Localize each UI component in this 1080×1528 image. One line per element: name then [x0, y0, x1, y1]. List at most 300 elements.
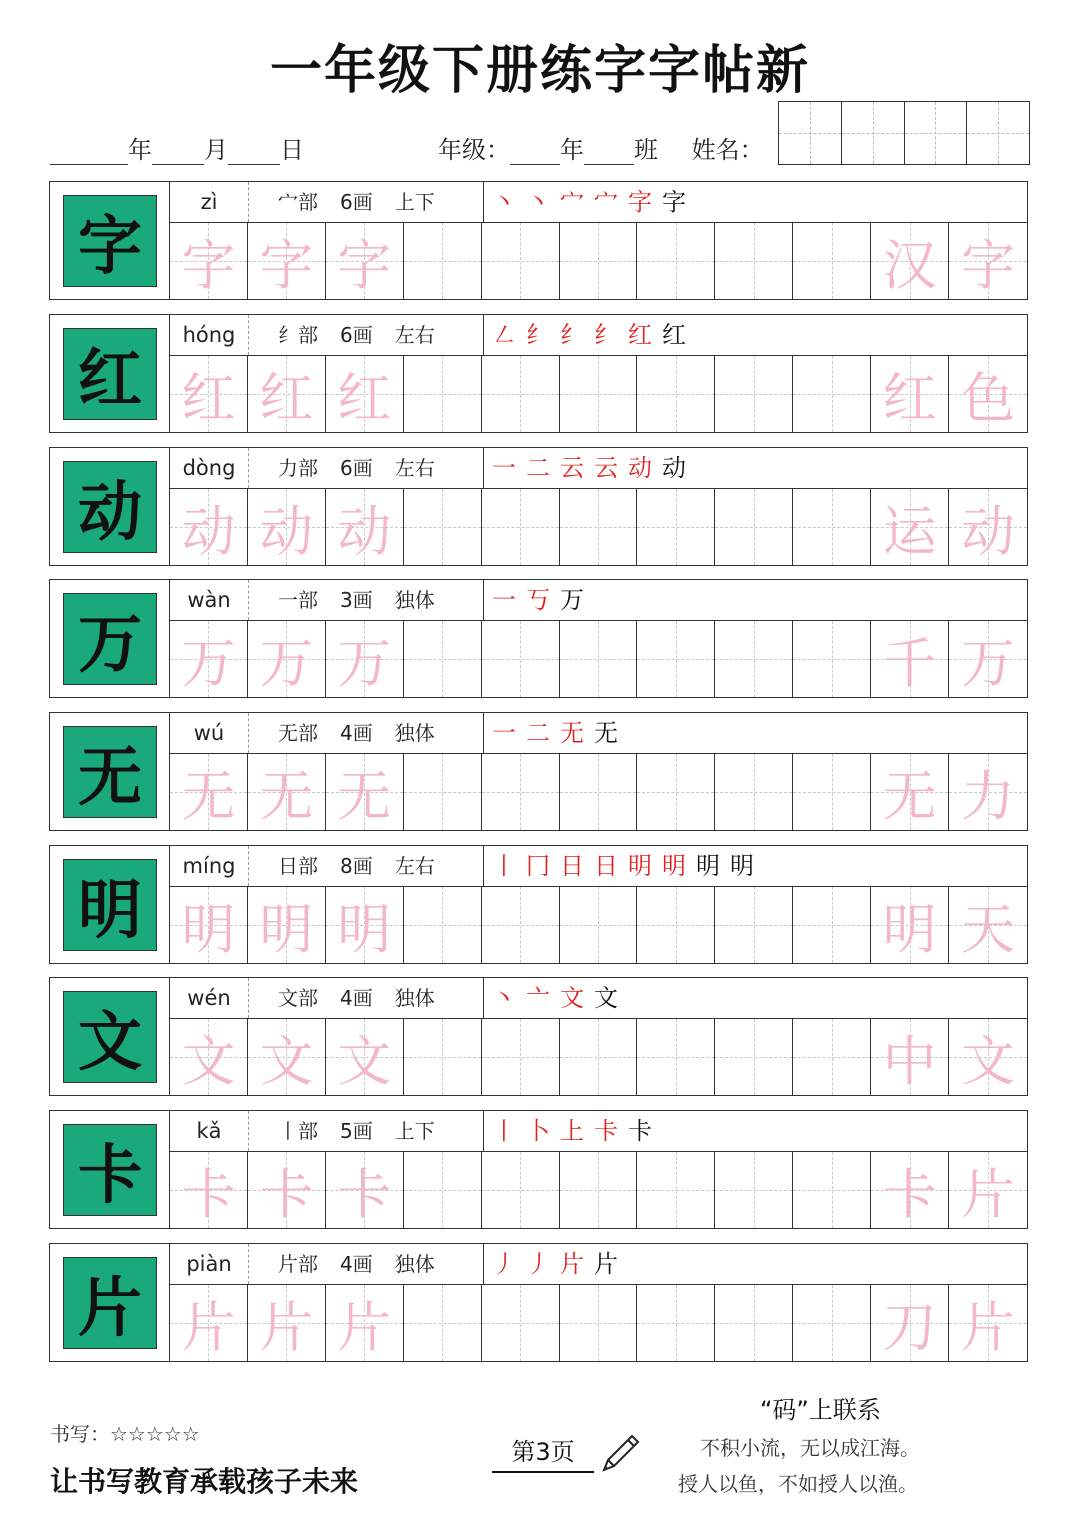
- model-char: 片: [63, 1257, 157, 1349]
- page-title: 一年级下册练字字帖新: [269, 41, 810, 101]
- practice-cell[interactable]: [482, 1019, 560, 1095]
- stroke-step: 丂: [526, 586, 550, 614]
- radical: 宀部: [278, 190, 318, 214]
- practice-cell[interactable]: [637, 621, 715, 697]
- char-box: [50, 448, 170, 565]
- practice-cell[interactable]: [326, 1152, 404, 1228]
- grade-year-label: 年: [560, 136, 584, 164]
- practice-cell[interactable]: [404, 223, 482, 299]
- practice-cell[interactable]: [637, 1019, 715, 1095]
- stroke-step: 文: [594, 984, 618, 1012]
- stroke-step: 冂: [526, 852, 550, 880]
- practice-cell[interactable]: [170, 489, 248, 565]
- radical: 力部: [278, 456, 318, 480]
- stroke-step: 动: [662, 454, 686, 482]
- trace-char: 卡: [337, 1162, 392, 1226]
- practice-cell[interactable]: [637, 489, 715, 565]
- model-char: 明: [63, 859, 157, 951]
- practice-cell[interactable]: [404, 621, 482, 697]
- structure: 独体: [394, 1252, 435, 1276]
- stroke-order: [483, 1111, 1027, 1151]
- word-char: 红: [882, 366, 937, 430]
- practice-cell[interactable]: [170, 1019, 248, 1095]
- quote-line-1: 不积小流，无以成江海。: [700, 1436, 920, 1460]
- practice-cell[interactable]: [482, 621, 560, 697]
- practice-cell[interactable]: [560, 1152, 638, 1228]
- trace-char: 动: [181, 499, 236, 563]
- practice-cell[interactable]: [404, 489, 482, 565]
- practice-cell[interactable]: [170, 1152, 248, 1228]
- radical: 片部: [278, 1252, 318, 1276]
- practice-cell[interactable]: [404, 1019, 482, 1095]
- word-char: 片: [961, 1162, 1016, 1226]
- stroke-step: 一: [492, 454, 516, 482]
- year-blank[interactable]: [50, 138, 128, 165]
- word-char: 无: [882, 764, 937, 828]
- practice-cell[interactable]: [482, 489, 560, 565]
- stroke-step: 片: [560, 1250, 584, 1278]
- stroke-step: 丨: [492, 1117, 516, 1145]
- practice-cell[interactable]: [482, 223, 560, 299]
- structure: 独体: [394, 588, 435, 612]
- word-char: 明: [882, 897, 937, 961]
- month-blank[interactable]: [152, 138, 204, 165]
- practice-cell[interactable]: [560, 223, 638, 299]
- practice-cell[interactable]: [793, 621, 871, 697]
- trace-char: 文: [181, 1029, 236, 1093]
- trace-char: 红: [337, 366, 392, 430]
- practice-cell[interactable]: [637, 223, 715, 299]
- practice-cell[interactable]: [248, 754, 326, 830]
- grade-line: [438, 130, 764, 165]
- trace-char: 明: [337, 897, 392, 961]
- name-grid[interactable]: [778, 101, 1030, 165]
- stroke-step: 文: [560, 984, 584, 1012]
- word-char: 运: [882, 499, 937, 563]
- word-char: 天: [961, 897, 1016, 961]
- stroke-step: 字: [662, 188, 686, 216]
- practice-grid: [170, 1018, 1027, 1095]
- practice-cell[interactable]: [560, 1019, 638, 1095]
- char-meta: [248, 315, 483, 355]
- trace-char: 万: [337, 631, 392, 695]
- practice-cell[interactable]: [482, 887, 560, 963]
- practice-cell[interactable]: [326, 223, 404, 299]
- practice-cell[interactable]: [871, 754, 949, 830]
- practice-grid: [170, 886, 1027, 963]
- stroke-count: 4画: [340, 1252, 373, 1276]
- practice-cell[interactable]: [404, 754, 482, 830]
- stroke-count: 8画: [340, 854, 373, 878]
- word-char: 中: [882, 1029, 937, 1093]
- model-char: 文: [63, 991, 157, 1083]
- practice-cell[interactable]: [560, 1285, 638, 1361]
- practice-cell[interactable]: [482, 1152, 560, 1228]
- trace-char: 字: [337, 233, 392, 297]
- practice-cell[interactable]: [248, 489, 326, 565]
- practice-grid: [170, 1151, 1027, 1228]
- page-number: 第3页: [492, 1432, 594, 1473]
- char-box: [50, 1244, 170, 1361]
- practice-cell[interactable]: [871, 223, 949, 299]
- char-meta: [248, 1111, 483, 1151]
- trace-char: 万: [259, 631, 314, 695]
- practice-cell[interactable]: [248, 356, 326, 432]
- stroke-order: [483, 448, 1027, 488]
- practice-cell[interactable]: [949, 489, 1027, 565]
- practice-grid: [170, 488, 1027, 565]
- practice-cell[interactable]: [949, 356, 1027, 432]
- trace-char: 动: [259, 499, 314, 563]
- name-cell[interactable]: [905, 102, 968, 164]
- word-char: 千: [882, 631, 937, 695]
- stroke-step: 明: [730, 852, 754, 880]
- structure: 上下: [394, 1119, 435, 1143]
- structure: 上下: [394, 190, 435, 214]
- pinyin: hóng: [170, 315, 249, 355]
- stroke-step: 卡: [628, 1117, 652, 1145]
- practice-cell[interactable]: [637, 1285, 715, 1361]
- practice-cell[interactable]: [637, 754, 715, 830]
- practice-cell[interactable]: [637, 887, 715, 963]
- practice-cell[interactable]: [793, 1019, 871, 1095]
- stroke-order: [483, 978, 1027, 1018]
- name-cell[interactable]: [967, 102, 1029, 164]
- practice-cell[interactable]: [715, 356, 793, 432]
- practice-cell[interactable]: [793, 489, 871, 565]
- char-row: [49, 1243, 1028, 1362]
- day-label: 日: [280, 136, 304, 164]
- practice-cell[interactable]: [326, 1019, 404, 1095]
- stroke-step: 丶: [492, 984, 516, 1012]
- trace-char: 无: [181, 764, 236, 828]
- practice-cell[interactable]: [482, 754, 560, 830]
- practice-cell[interactable]: [170, 621, 248, 697]
- practice-grid: [170, 1284, 1027, 1361]
- practice-cell[interactable]: [715, 223, 793, 299]
- char-box: [50, 580, 170, 697]
- practice-cell[interactable]: [793, 1285, 871, 1361]
- radical: 一部: [278, 588, 318, 612]
- practice-cell[interactable]: [871, 887, 949, 963]
- stroke-step: 丿: [526, 1250, 550, 1278]
- radical: 无部: [278, 721, 318, 745]
- pinyin: zì: [170, 182, 249, 222]
- trace-char: 字: [259, 233, 314, 297]
- stroke-step: 纟: [560, 321, 584, 349]
- stroke-step: 二: [526, 454, 550, 482]
- radical: 日部: [278, 854, 318, 878]
- stroke-step: 无: [594, 719, 618, 747]
- practice-cell[interactable]: [248, 223, 326, 299]
- char-row: [49, 447, 1028, 566]
- trace-char: 红: [181, 366, 236, 430]
- model-char: 卡: [63, 1124, 157, 1216]
- practice-cell[interactable]: [871, 489, 949, 565]
- stroke-step: 卡: [594, 1117, 618, 1145]
- practice-cell[interactable]: [793, 223, 871, 299]
- month-label: 月: [204, 136, 228, 164]
- stroke-step: 动: [628, 454, 652, 482]
- radical: 丨部: [278, 1119, 318, 1143]
- practice-cell[interactable]: [715, 1152, 793, 1228]
- stroke-count: 3画: [340, 588, 373, 612]
- slogan: 让书写教育承载孩子未来: [50, 1465, 359, 1498]
- char-meta: [248, 713, 483, 753]
- stroke-step: 纟: [526, 321, 550, 349]
- model-char: 无: [63, 726, 157, 818]
- char-box: [50, 1111, 170, 1228]
- practice-cell[interactable]: [248, 887, 326, 963]
- char-meta: [248, 182, 483, 222]
- stroke-step: 纟: [594, 321, 618, 349]
- practice-cell[interactable]: [170, 223, 248, 299]
- practice-cell[interactable]: [560, 887, 638, 963]
- practice-cell[interactable]: [404, 1152, 482, 1228]
- practice-cell[interactable]: [248, 1152, 326, 1228]
- practice-cell[interactable]: [560, 356, 638, 432]
- stroke-order: [483, 846, 1027, 886]
- pinyin: míng: [170, 846, 249, 886]
- practice-cell[interactable]: [949, 1019, 1027, 1095]
- word-char: 字: [961, 233, 1016, 297]
- trace-char: 片: [181, 1295, 236, 1359]
- practice-cell[interactable]: [170, 754, 248, 830]
- year-label: 年: [128, 136, 152, 164]
- practice-cell[interactable]: [326, 754, 404, 830]
- qr-label: “码”上联系: [760, 1396, 881, 1424]
- stroke-step: 丨: [492, 852, 516, 880]
- trace-char: 片: [337, 1295, 392, 1359]
- stroke-step: 片: [594, 1250, 618, 1278]
- stroke-count: 4画: [340, 721, 373, 745]
- practice-cell[interactable]: [715, 489, 793, 565]
- stroke-step: 红: [662, 321, 686, 349]
- structure: 独体: [394, 986, 435, 1010]
- grade-class-blank[interactable]: [584, 138, 634, 165]
- stroke-count: 6画: [340, 323, 373, 347]
- stroke-step: 红: [628, 321, 652, 349]
- grade-label: 年级：: [438, 136, 510, 164]
- practice-cell[interactable]: [637, 1152, 715, 1228]
- stroke-step: 上: [560, 1117, 584, 1145]
- stroke-count: 4画: [340, 986, 373, 1010]
- practice-cell[interactable]: [326, 356, 404, 432]
- pinyin: kǎ: [170, 1111, 249, 1151]
- practice-grid: [170, 620, 1027, 697]
- stroke-step: 二: [526, 719, 550, 747]
- char-box: [50, 315, 170, 432]
- stroke-count: 5画: [340, 1119, 373, 1143]
- practice-cell[interactable]: [326, 621, 404, 697]
- word-char: 力: [961, 764, 1016, 828]
- model-char: 动: [63, 461, 157, 553]
- trace-char: 文: [259, 1029, 314, 1093]
- pen-icon: [598, 1430, 642, 1474]
- model-char: 红: [63, 328, 157, 420]
- trace-char: 字: [181, 233, 236, 297]
- pinyin: wén: [170, 978, 249, 1018]
- stroke-order: [483, 580, 1027, 620]
- stroke-step: 一: [492, 586, 516, 614]
- practice-cell[interactable]: [560, 489, 638, 565]
- practice-cell[interactable]: [871, 1285, 949, 1361]
- name-cell[interactable]: [779, 102, 842, 164]
- pinyin: wú: [170, 713, 249, 753]
- trace-char: 红: [259, 366, 314, 430]
- trace-char: 无: [337, 764, 392, 828]
- trace-char: 明: [259, 897, 314, 961]
- char-row: [49, 712, 1028, 831]
- practice-cell[interactable]: [715, 1019, 793, 1095]
- practice-cell[interactable]: [170, 1285, 248, 1361]
- stroke-step: 明: [662, 852, 686, 880]
- practice-cell[interactable]: [715, 621, 793, 697]
- model-char: 万: [63, 593, 157, 685]
- radical: 文部: [278, 986, 318, 1010]
- day-blank[interactable]: [228, 138, 280, 165]
- char-meta: [248, 448, 483, 488]
- structure: 左右: [394, 854, 435, 878]
- stroke-step: 无: [560, 719, 584, 747]
- stroke-step: 丶: [526, 188, 550, 216]
- trace-char: 动: [337, 499, 392, 563]
- stroke-step: ㇜: [492, 321, 516, 349]
- trace-char: 万: [181, 631, 236, 695]
- practice-cell[interactable]: [404, 1285, 482, 1361]
- practice-grid: [170, 355, 1027, 432]
- radical: 纟部: [278, 323, 318, 347]
- rating: 书写：☆☆☆☆☆: [50, 1422, 200, 1446]
- word-char: 卡: [882, 1162, 937, 1226]
- stroke-step: 丿: [492, 1250, 516, 1278]
- name-cell[interactable]: [842, 102, 905, 164]
- practice-cell[interactable]: [248, 621, 326, 697]
- pinyin: wàn: [170, 580, 249, 620]
- word-char: 汉: [882, 233, 937, 297]
- trace-char: 卡: [259, 1162, 314, 1226]
- structure: 左右: [394, 456, 435, 480]
- practice-cell[interactable]: [326, 887, 404, 963]
- char-row: [49, 845, 1028, 964]
- practice-cell[interactable]: [170, 887, 248, 963]
- date-line: [50, 130, 304, 165]
- stroke-step: 万: [560, 586, 584, 614]
- pinyin: dòng: [170, 448, 249, 488]
- stroke-order: [483, 713, 1027, 753]
- stroke-step: 亠: [526, 984, 550, 1012]
- char-meta: [248, 580, 483, 620]
- stroke-step: 卜: [526, 1117, 550, 1145]
- practice-cell[interactable]: [248, 1019, 326, 1095]
- stroke-count: 6画: [340, 190, 373, 214]
- stroke-step: 一: [492, 719, 516, 747]
- practice-cell[interactable]: [949, 1285, 1027, 1361]
- char-row: [49, 1110, 1028, 1229]
- structure: 左右: [394, 323, 435, 347]
- practice-cell[interactable]: [793, 887, 871, 963]
- char-row: [49, 579, 1028, 698]
- stroke-order: [483, 315, 1027, 355]
- char-meta: [248, 1244, 483, 1284]
- char-row: [49, 977, 1028, 1096]
- trace-char: 卡: [181, 1162, 236, 1226]
- stroke-count: 6画: [340, 456, 373, 480]
- char-meta: [248, 846, 483, 886]
- practice-cell[interactable]: [871, 1019, 949, 1095]
- stroke-step: 云: [594, 454, 618, 482]
- practice-cell[interactable]: [404, 356, 482, 432]
- practice-cell[interactable]: [949, 887, 1027, 963]
- word-char: 片: [961, 1295, 1016, 1359]
- practice-cell[interactable]: [637, 356, 715, 432]
- practice-cell[interactable]: [949, 223, 1027, 299]
- word-char: 万: [961, 631, 1016, 695]
- stroke-step: 明: [628, 852, 652, 880]
- practice-cell[interactable]: [793, 754, 871, 830]
- char-row: [49, 181, 1028, 300]
- grade-year-blank[interactable]: [510, 138, 560, 165]
- char-box: [50, 713, 170, 830]
- quote-line-2: 授人以鱼，不如授人以渔。: [678, 1472, 918, 1496]
- practice-cell[interactable]: [715, 754, 793, 830]
- trace-char: 片: [259, 1295, 314, 1359]
- practice-cell[interactable]: [949, 621, 1027, 697]
- char-box: [50, 182, 170, 299]
- practice-grid: [170, 753, 1027, 830]
- stroke-step: 明: [696, 852, 720, 880]
- char-box: [50, 846, 170, 963]
- practice-cell[interactable]: [871, 356, 949, 432]
- practice-cell[interactable]: [248, 1285, 326, 1361]
- stroke-step: 宀: [560, 188, 584, 216]
- stroke-order: [483, 182, 1027, 222]
- practice-cell[interactable]: [715, 887, 793, 963]
- practice-cell[interactable]: [482, 356, 560, 432]
- word-char: 文: [961, 1029, 1016, 1093]
- practice-cell[interactable]: [170, 356, 248, 432]
- practice-cell[interactable]: [949, 754, 1027, 830]
- practice-cell[interactable]: [871, 1152, 949, 1228]
- practice-cell[interactable]: [949, 1152, 1027, 1228]
- stroke-step: 宀: [594, 188, 618, 216]
- practice-cell[interactable]: [326, 489, 404, 565]
- char-row: [49, 314, 1028, 433]
- word-char: 刀: [882, 1295, 937, 1359]
- practice-cell[interactable]: [871, 621, 949, 697]
- pinyin: piàn: [170, 1244, 249, 1284]
- practice-cell[interactable]: [793, 1152, 871, 1228]
- stroke-step: 云: [560, 454, 584, 482]
- trace-char: 文: [337, 1029, 392, 1093]
- model-char: 字: [63, 195, 157, 287]
- structure: 独体: [394, 721, 435, 745]
- word-char: 动: [961, 499, 1016, 563]
- practice-cell[interactable]: [326, 1285, 404, 1361]
- word-char: 色: [961, 366, 1016, 430]
- practice-cell[interactable]: [715, 1285, 793, 1361]
- char-box: [50, 978, 170, 1095]
- stroke-order: [483, 1244, 1027, 1284]
- stroke-step: 字: [628, 188, 652, 216]
- practice-cell[interactable]: [560, 621, 638, 697]
- grade-class-label: 班: [634, 136, 658, 164]
- practice-cell[interactable]: [793, 356, 871, 432]
- practice-cell[interactable]: [404, 887, 482, 963]
- practice-cell[interactable]: [482, 1285, 560, 1361]
- practice-cell[interactable]: [560, 754, 638, 830]
- name-label: 姓名：: [691, 136, 764, 164]
